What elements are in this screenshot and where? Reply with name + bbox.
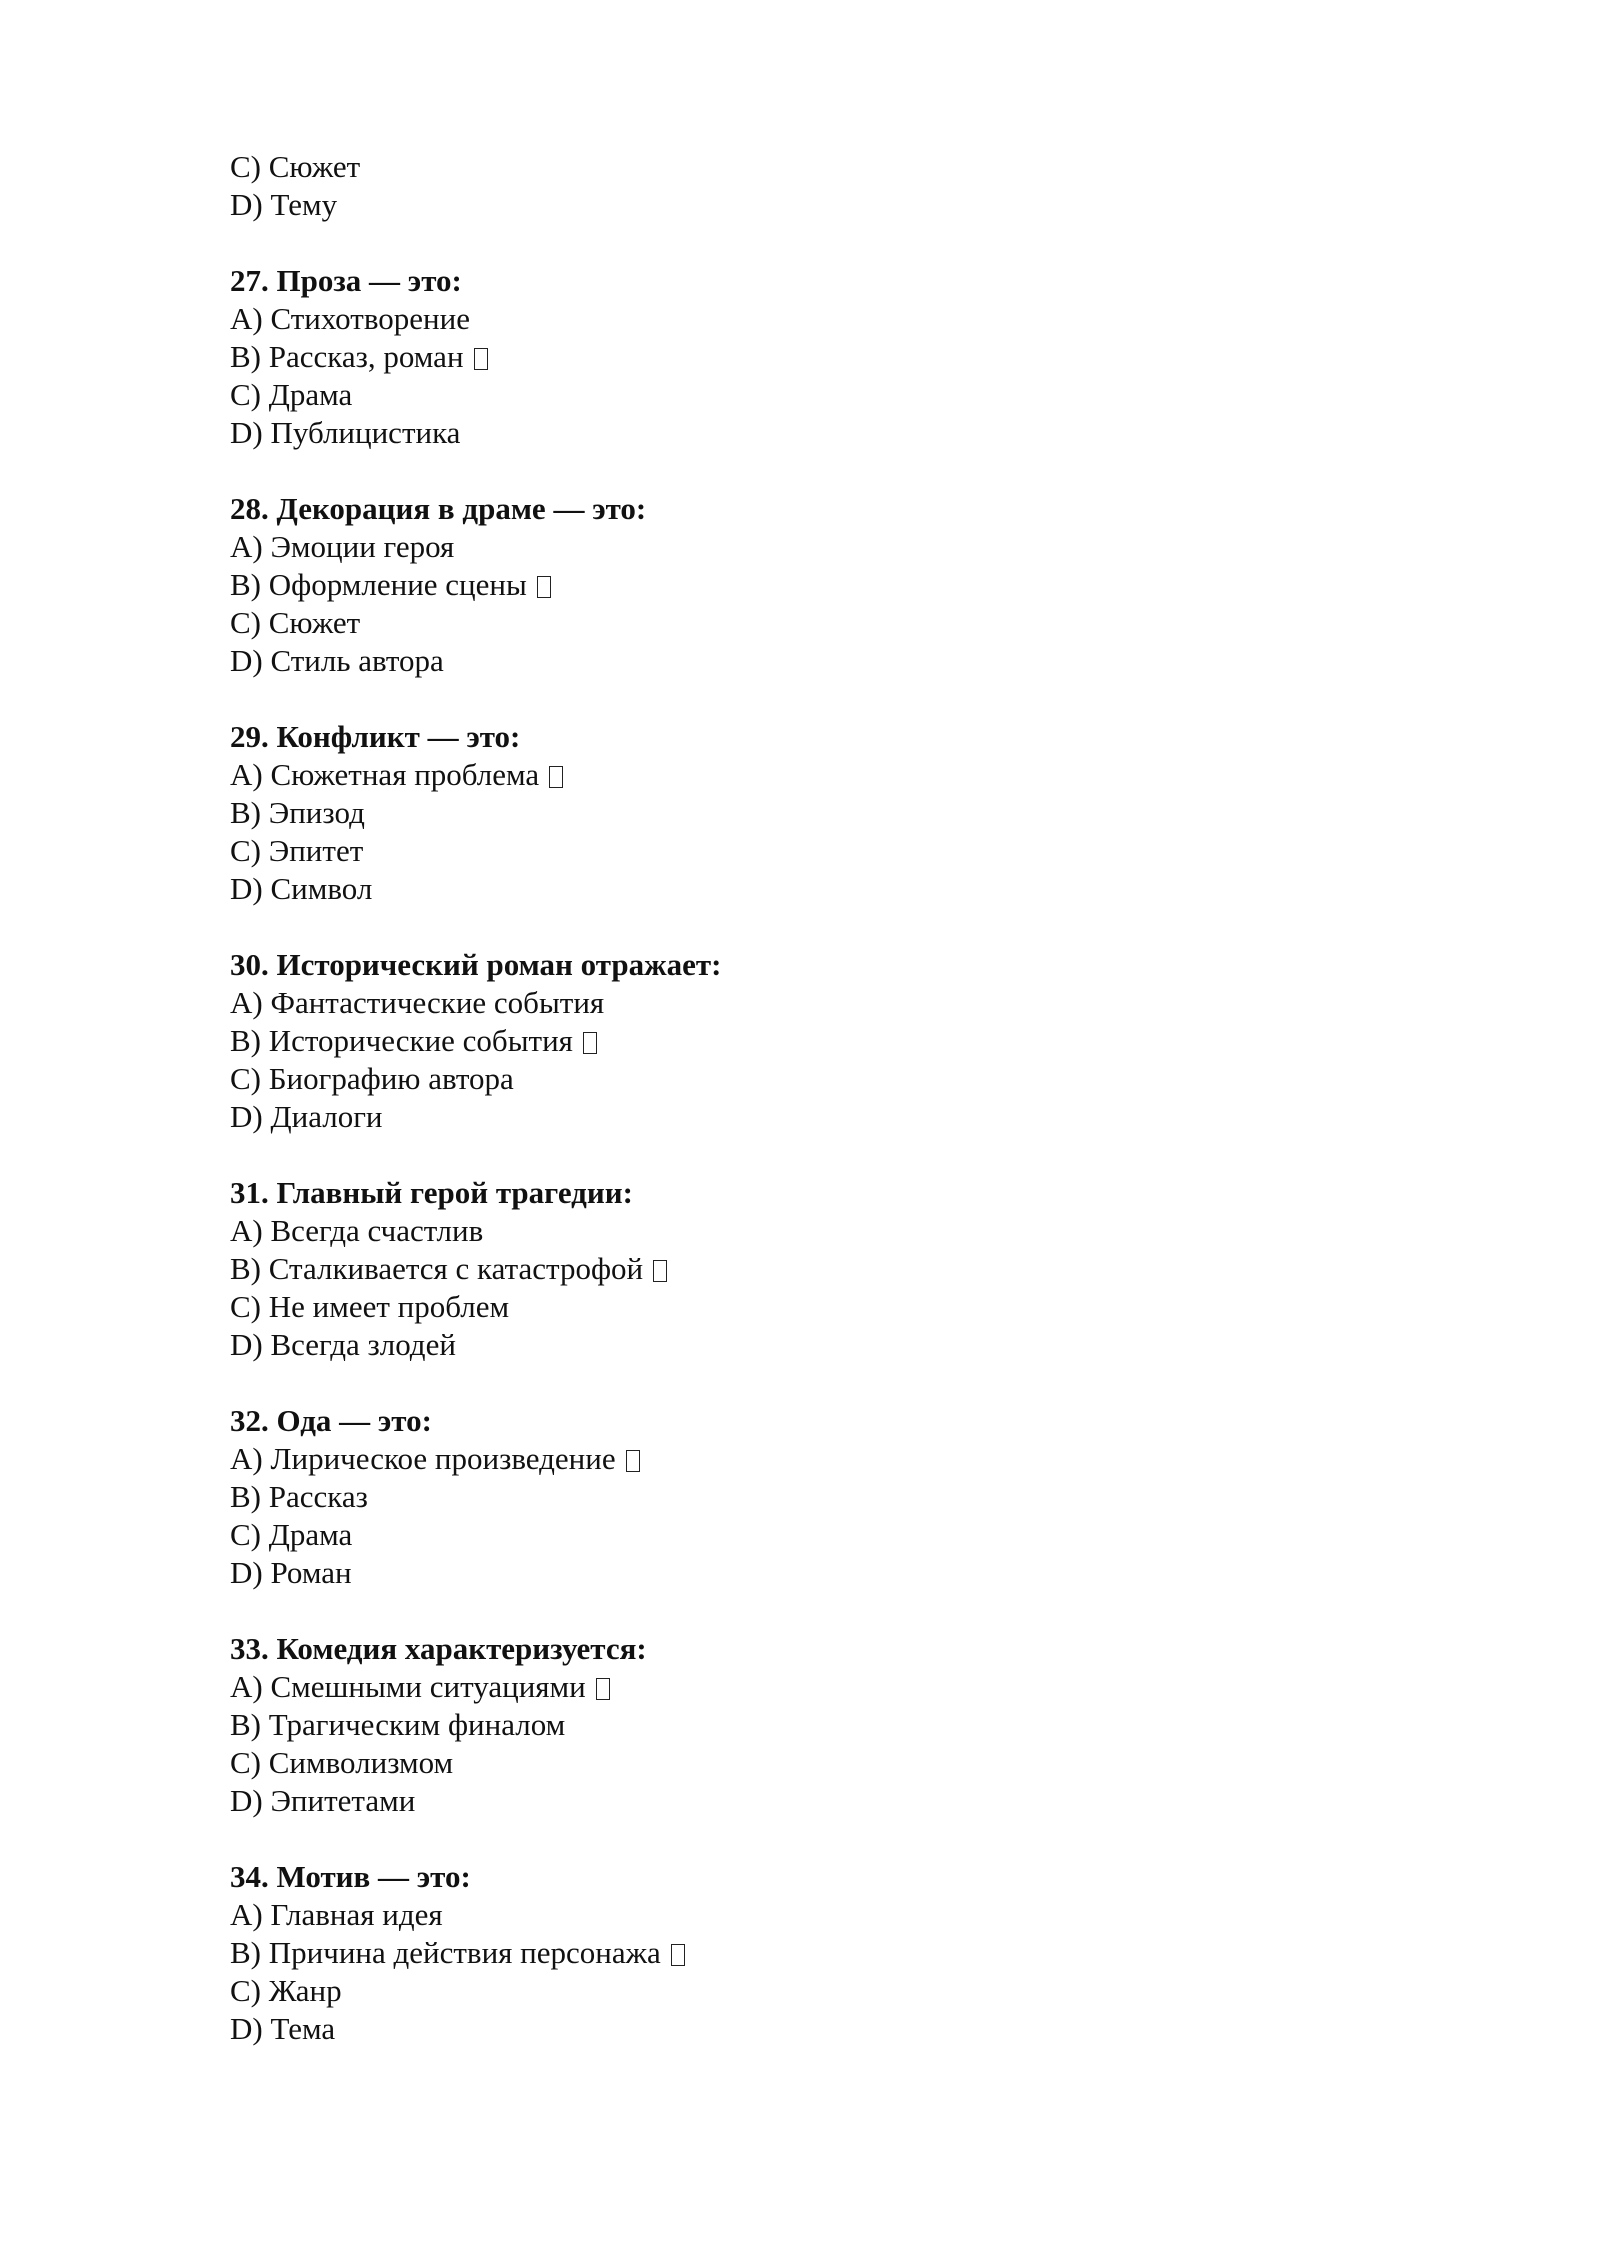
question-block (230, 490, 1430, 680)
question-block (230, 1858, 1430, 2048)
answer-mark-icon (626, 1450, 640, 1472)
option-text: C) Драма (230, 377, 353, 412)
option-line (230, 1060, 1430, 1098)
option-text: B) Исторические события (230, 1023, 573, 1058)
option-line (230, 1440, 1430, 1478)
option-text: C) Сюжет (230, 605, 361, 640)
option-text: C) Жанр (230, 1973, 342, 2008)
option-text: C) Эпитет (230, 833, 364, 868)
option-text: C) Не имеет проблем (230, 1289, 510, 1324)
option-text: A) Фантастические события (230, 985, 605, 1020)
option-text: C) Драма (230, 1517, 353, 1552)
leading-options (230, 148, 1430, 224)
option-text: D) Публицистика (230, 415, 461, 450)
option-line (230, 604, 1430, 642)
option-line (230, 528, 1430, 566)
option-text: B) Рассказ (230, 1479, 368, 1514)
answer-mark-icon (537, 576, 551, 598)
answer-mark-icon (549, 766, 563, 788)
option-line: C) Сюжет (230, 149, 361, 184)
answer-mark-icon (474, 348, 488, 370)
option-line (230, 1478, 1430, 1516)
question-block (230, 1174, 1430, 1364)
document-content (230, 148, 1430, 2048)
option-line (230, 1212, 1430, 1250)
option-line (230, 1744, 1430, 1782)
option-text: A) Эмоции героя (230, 529, 455, 564)
answer-mark-icon (653, 1260, 667, 1282)
option-text: B) Эпизод (230, 795, 365, 830)
option-text: D) Тема (230, 2011, 336, 2046)
question-title: 27. Проза — это: (230, 263, 462, 298)
option-line (230, 1098, 1430, 1136)
question-list (230, 262, 1430, 2048)
option-line (230, 1782, 1430, 1820)
option-text: A) Сюжетная проблема (230, 757, 540, 792)
answer-mark-icon (583, 1032, 597, 1054)
question-block (230, 946, 1430, 1136)
option-line (230, 1288, 1430, 1326)
option-text: C) Биографию автора (230, 1061, 514, 1096)
option-text: D) Эпитетами (230, 1783, 416, 1818)
option-text: D) Стиль автора (230, 643, 444, 678)
option-line (230, 1516, 1430, 1554)
option-line (230, 1896, 1430, 1934)
option-text: D) Символ (230, 871, 373, 906)
option-line (230, 1326, 1430, 1364)
option-line (230, 832, 1430, 870)
option-line (230, 984, 1430, 1022)
option-line (230, 756, 1430, 794)
question-title: 32. Ода — это: (230, 1403, 432, 1438)
option-line (230, 794, 1430, 832)
question-title: 30. Исторический роман отражает: (230, 947, 722, 982)
answer-mark-icon (671, 1944, 685, 1966)
option-line (230, 1668, 1430, 1706)
question-block (230, 1402, 1430, 1592)
question-block (230, 718, 1430, 908)
question-title: 33. Комедия характеризуется: (230, 1631, 647, 1666)
option-line (230, 566, 1430, 604)
option-line (230, 1250, 1430, 1288)
option-line (230, 1972, 1430, 2010)
option-text: A) Лирическое произведение (230, 1441, 616, 1476)
option-text: B) Оформление сцены (230, 567, 527, 602)
option-line (230, 642, 1430, 680)
option-text: A) Стихотворение (230, 301, 470, 336)
question-title: 28. Декорация в драме — это: (230, 491, 647, 526)
option-line (230, 1554, 1430, 1592)
option-text: D) Всегда злодей (230, 1327, 456, 1362)
option-line (230, 870, 1430, 908)
option-text: A) Смешными ситуациями (230, 1669, 586, 1704)
option-line (230, 376, 1430, 414)
question-block (230, 262, 1430, 452)
option-text: D) Диалоги (230, 1099, 383, 1134)
question-block (230, 1630, 1430, 1820)
option-text: A) Главная идея (230, 1897, 443, 1932)
option-line (230, 1706, 1430, 1744)
option-line (230, 300, 1430, 338)
option-text: B) Трагическим финалом (230, 1707, 566, 1742)
option-text: D) Роман (230, 1555, 352, 1590)
option-text: A) Всегда счастлив (230, 1213, 484, 1248)
question-title: 31. Главный герой трагедии: (230, 1175, 633, 1210)
option-line (230, 338, 1430, 376)
option-text: B) Сталкивается с катастрофой (230, 1251, 644, 1286)
question-title: 34. Мотив — это: (230, 1859, 471, 1894)
question-title: 29. Конфликт — это: (230, 719, 521, 754)
option-line (230, 2010, 1430, 2048)
option-line: D) Тему (230, 187, 338, 222)
option-text: B) Причина действия персонажа (230, 1935, 661, 1970)
option-text: C) Символизмом (230, 1745, 454, 1780)
option-line (230, 1022, 1430, 1060)
option-line (230, 1934, 1430, 1972)
answer-mark-icon (596, 1678, 610, 1700)
option-text: B) Рассказ, роман (230, 339, 464, 374)
option-line (230, 414, 1430, 452)
